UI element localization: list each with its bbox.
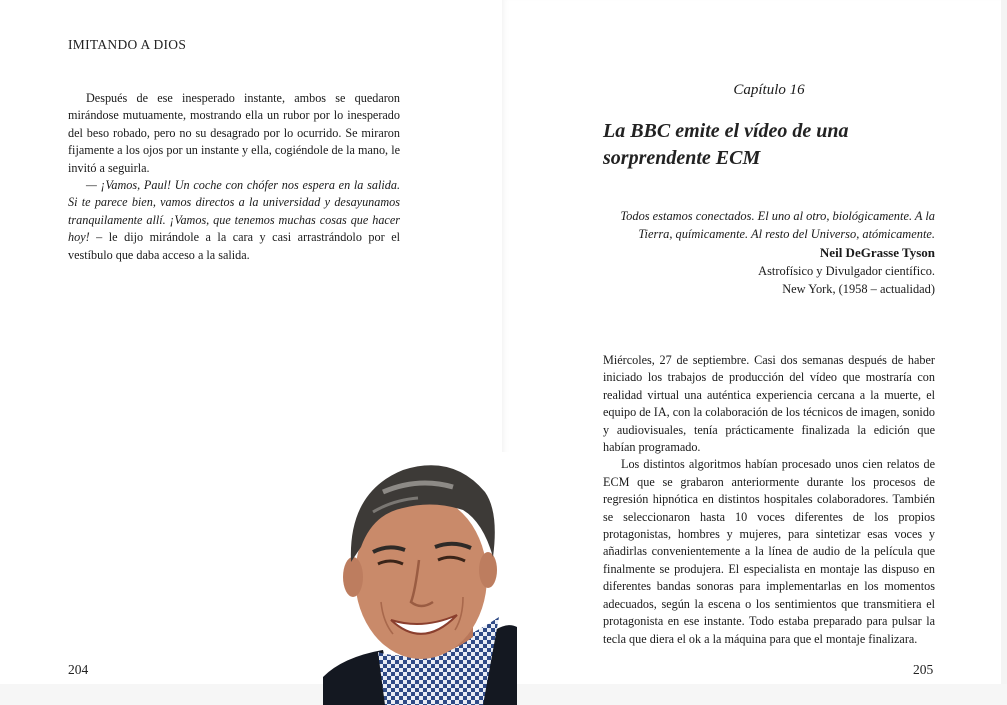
page-number-left: 204	[68, 662, 89, 677]
portrait-illustration	[323, 452, 517, 705]
epigraph	[603, 207, 935, 298]
epigraph-place-dates: New York, (1958 – actualidad)	[782, 282, 935, 296]
left-body-text	[68, 90, 400, 264]
right-paragraph-2: Los distintos algoritmos habían procesado unos cien relatos de ECM que se grabaron anteriormente durante los procesos de regresión hipnótica en distintos hospitales colaboradores. También se seleccionaron hasta 10 voces diferentes de los propios protagonistas, hombres y mujeres, para sintetizar esas voces y añadirlas convenientemente a la línea de audio de la película que finalmente se produjera. El especialista en montaje las dispuso en diferentes bandas sonoras para implementarlas en los momentos adecuados, según la escena o los sentimientos que transmitiera el protagonista en ese instante. Todo estaba preparado para pulsar la tecla que diera el ok a la máquina para que el montaje finalizara.	[603, 457, 935, 646]
author-portrait	[323, 452, 517, 705]
left-dialogue	[68, 177, 400, 264]
chapter-label: Capítulo 16	[733, 82, 805, 98]
page-number-right: 205	[913, 662, 934, 677]
running-head: IMITANDO A DIOS	[68, 37, 187, 52]
page-edge	[1001, 0, 1007, 705]
right-body-text	[603, 352, 935, 648]
chapter-title: La BBC emite el vídeo de una sorprendente ECM	[603, 120, 849, 169]
epigraph-quote: Todos estamos conectados. El uno al otro, biológicamente. A la Tierra, químicamente. Al resto del Universo, atómicamente.	[620, 209, 935, 241]
left-paragraph: Después de ese inesperado instante, ambos se quedaron mirándose mutuamente, mostrando ella un rubor por lo inesperado del beso robado, pero no su desagrado por lo ocurrido. Se miraron fijamente a los ojos por un instante y ella, cogiéndole de la mano, le invitó a seguirla.	[68, 91, 400, 175]
dialogue-tail: – le dijo mirándole a la cara y casi arrastrándolo por el vestíbulo que daba acceso a la salida.	[68, 230, 400, 262]
epigraph-role: Astrofísico y Divulgador científico.	[758, 264, 935, 278]
epigraph-author: Neil DeGrasse Tyson	[819, 245, 935, 260]
dialogue-italic: — ¡Vamos, Paul! Un coche con chófer nos espera en la salida. Si te parece bien, vamos directos a la universidad y desayunamos tranquilamente allí. ¡Vamos, que tenemos muchas cosas que hacer hoy!	[68, 178, 400, 245]
right-paragraph-1: Miércoles, 27 de septiembre. Casi dos semanas después de haber iniciado los trabajos de producción del vídeo que mostraría con realidad virtual una auténtica experiencia cercana a la muerte, el equipo de IA, con la colaboración de los técnicos de imagen, sonido y audiovisuales, tenía prácticamente finalizada la edición que habían programado.	[603, 353, 936, 455]
